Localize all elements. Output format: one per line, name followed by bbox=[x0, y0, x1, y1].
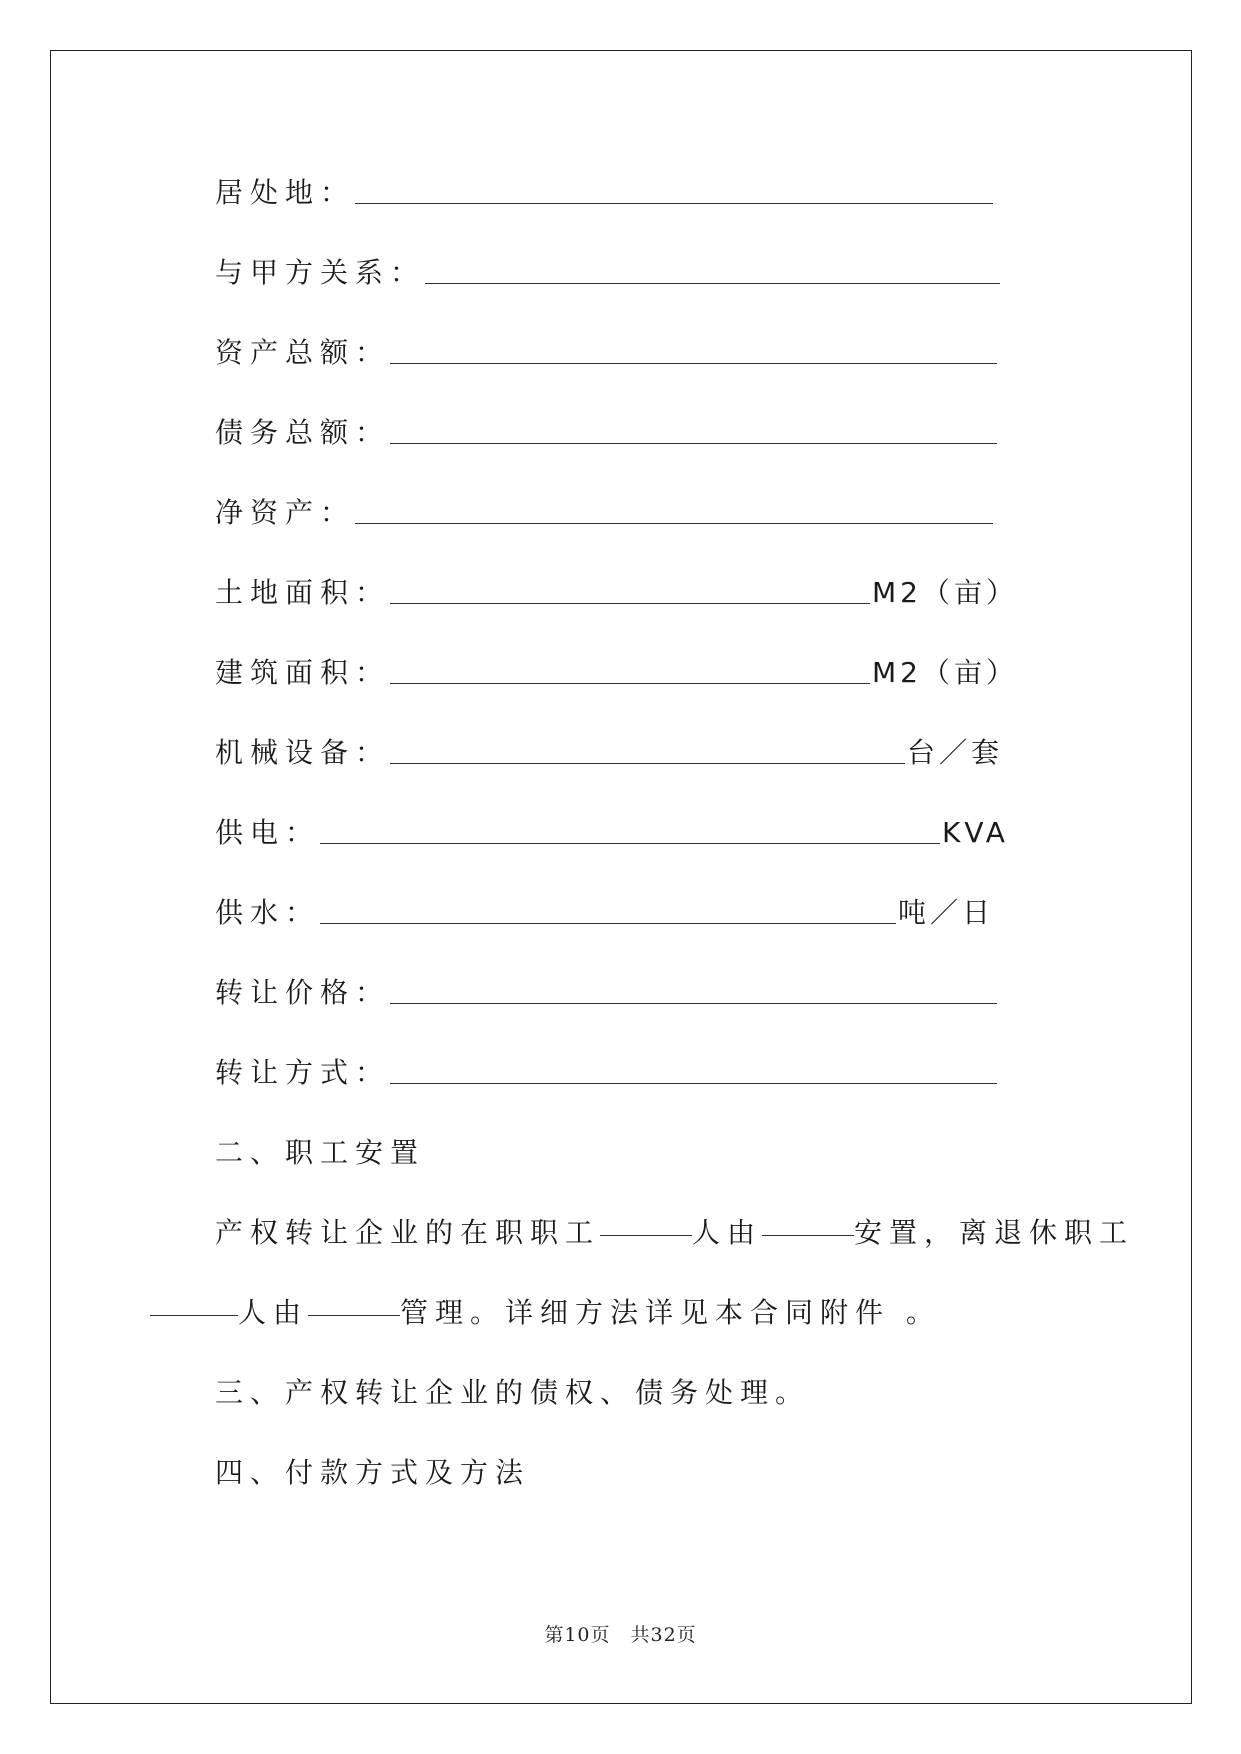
blank-line bbox=[390, 1082, 997, 1084]
blank-line bbox=[600, 1234, 692, 1236]
blank-line bbox=[308, 1314, 400, 1316]
section-heading-payment: 四、付款方式及方法 bbox=[215, 1456, 531, 1489]
field-unit: KVA bbox=[942, 816, 1009, 849]
field-total-assets bbox=[215, 333, 999, 373]
blank-line bbox=[320, 922, 896, 924]
field-label: 土地面积： bbox=[215, 576, 391, 609]
field-label: 建筑面积： bbox=[215, 656, 391, 689]
field-label: 转让价格： bbox=[215, 976, 391, 1009]
field-unit: 台／套 bbox=[907, 736, 1004, 769]
field-label: 净资产： bbox=[215, 496, 356, 529]
field-building-area bbox=[215, 653, 1018, 693]
blank-line bbox=[150, 1314, 238, 1316]
page-number-footer: 第10页 共32页 bbox=[544, 1624, 697, 1646]
blank-line bbox=[390, 362, 997, 364]
field-water-supply bbox=[215, 893, 994, 933]
paragraph-line-2 bbox=[150, 1293, 941, 1333]
paragraph-line-1 bbox=[215, 1213, 1134, 1253]
blank-line bbox=[390, 682, 870, 684]
blank-line bbox=[390, 442, 997, 444]
paragraph-text: 人由 bbox=[238, 1296, 309, 1329]
field-land-area bbox=[215, 573, 1018, 613]
paragraph-text: 人由 bbox=[692, 1216, 763, 1249]
blank-line bbox=[390, 602, 870, 604]
blank-line bbox=[390, 1002, 997, 1004]
field-label: 供水： bbox=[215, 896, 321, 929]
field-unit: M2（亩） bbox=[872, 656, 1018, 689]
blank-line bbox=[355, 522, 993, 524]
field-label: 与甲方关系： bbox=[215, 256, 426, 289]
section-heading-staff-placement: 二、职工安置 bbox=[215, 1136, 426, 1169]
field-net-assets bbox=[215, 493, 995, 533]
blank-line bbox=[390, 762, 905, 764]
section-heading-debts: 三、产权转让企业的债权、债务处理。 bbox=[215, 1376, 811, 1409]
field-transfer-price bbox=[215, 973, 999, 1013]
blank-line bbox=[320, 842, 940, 844]
field-label: 债务总额： bbox=[215, 416, 391, 449]
field-total-debts bbox=[215, 413, 999, 453]
field-transfer-method bbox=[215, 1053, 999, 1093]
field-label: 居处地： bbox=[215, 176, 356, 209]
field-machinery bbox=[215, 733, 1003, 773]
paragraph-text: 产权转让企业的在职职工 bbox=[215, 1216, 601, 1249]
blank-line bbox=[355, 202, 993, 204]
field-relation-to-party-a bbox=[215, 253, 1002, 293]
field-label: 转让方式： bbox=[215, 1056, 391, 1089]
field-label: 资产总额： bbox=[215, 336, 391, 369]
field-unit: M2（亩） bbox=[872, 576, 1018, 609]
field-label: 供电： bbox=[215, 816, 321, 849]
field-residence bbox=[215, 173, 995, 213]
blank-line bbox=[425, 282, 1000, 284]
field-label: 机械设备： bbox=[215, 736, 391, 769]
paragraph-text: 安置，离退休职工 bbox=[854, 1216, 1135, 1249]
blank-line bbox=[762, 1234, 854, 1236]
field-unit: 吨／日 bbox=[898, 896, 995, 929]
paragraph-text: 管理。详细方法详见本合同附件 。 bbox=[400, 1296, 941, 1329]
field-power-supply bbox=[215, 813, 1009, 853]
